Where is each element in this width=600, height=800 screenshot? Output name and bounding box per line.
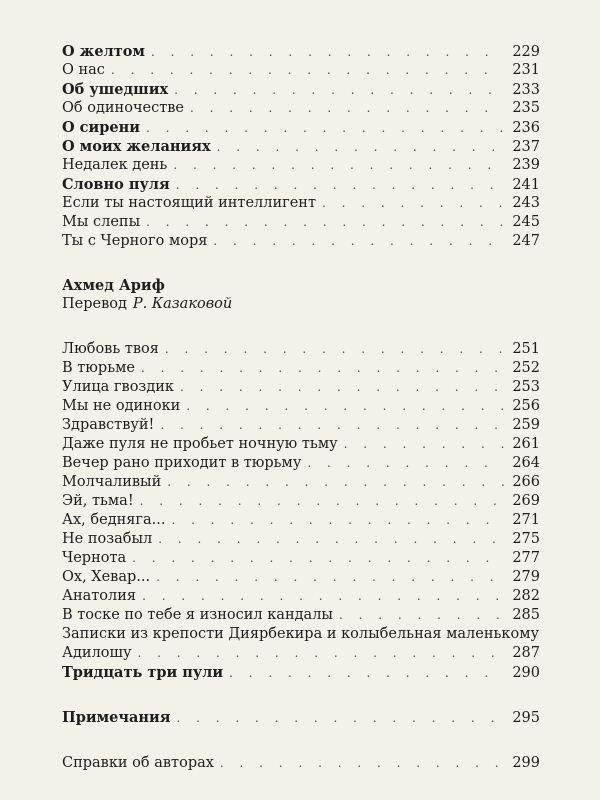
toc-page-number: 245 bbox=[512, 214, 540, 230]
toc-entry bbox=[62, 232, 540, 251]
toc-entry-title: Примечания bbox=[62, 709, 171, 726]
toc-page-number: 290 bbox=[512, 665, 540, 681]
toc-page-number: 239 bbox=[512, 157, 540, 173]
toc-entry-title: Недалек день bbox=[62, 157, 168, 173]
leader-dots bbox=[220, 754, 504, 773]
toc-entry-title: Эй, тьма! bbox=[62, 493, 134, 509]
author-heading: Ахмед Ариф bbox=[62, 277, 165, 294]
leader-dots bbox=[141, 359, 504, 378]
toc-page-number: 233 bbox=[512, 82, 540, 98]
toc-page-number: 275 bbox=[512, 531, 540, 547]
leader-dots bbox=[151, 43, 504, 62]
leader-dots bbox=[180, 378, 504, 397]
toc-entry-title: Ох, Хевар... bbox=[62, 569, 151, 585]
leader-dots bbox=[307, 454, 504, 473]
toc-page-number: 277 bbox=[512, 550, 540, 566]
toc-page-number: 295 bbox=[512, 710, 540, 726]
toc-page-number: 285 bbox=[512, 607, 540, 623]
leader-dots bbox=[140, 492, 504, 511]
toc-entry bbox=[62, 80, 540, 99]
toc-entry bbox=[62, 175, 540, 194]
toc-page-number: 229 bbox=[512, 44, 540, 60]
translator-prefix: Перевод bbox=[62, 296, 127, 312]
toc-entry-title: Справки об авторах bbox=[62, 755, 214, 771]
toc-entry bbox=[62, 549, 540, 568]
toc-entry-title: Тридцать три пули bbox=[62, 664, 224, 681]
toc-page-number: 269 bbox=[512, 493, 540, 509]
toc-entry bbox=[62, 359, 540, 378]
toc-entry bbox=[62, 340, 540, 359]
leader-dots bbox=[156, 568, 504, 587]
toc-entry-title: В тоске по тебе я износил кандалы bbox=[62, 607, 333, 623]
toc-entry-title: Ты с Черного моря bbox=[62, 233, 208, 249]
leader-dots bbox=[174, 81, 504, 100]
translator-line bbox=[62, 295, 540, 314]
leader-dots bbox=[146, 119, 504, 138]
table-of-contents bbox=[62, 42, 540, 773]
toc-section-2-end bbox=[62, 663, 540, 682]
toc-entry-title: Молчаливый bbox=[62, 474, 162, 490]
toc-entry bbox=[62, 42, 540, 61]
toc-section-2 bbox=[62, 340, 540, 625]
toc-entry-title: Анатолия bbox=[62, 588, 137, 604]
leader-dots bbox=[158, 530, 504, 549]
toc-page-number: 266 bbox=[512, 474, 540, 490]
toc-entry-title: Здравствуй! bbox=[62, 417, 155, 433]
leader-dots bbox=[322, 194, 504, 213]
toc-page-number: 256 bbox=[512, 398, 540, 414]
leader-dots bbox=[173, 156, 504, 175]
toc-entry-title: О желтом bbox=[62, 43, 146, 60]
toc-entry-title: Об ушедших bbox=[62, 81, 169, 98]
leader-dots bbox=[186, 397, 504, 416]
toc-entry bbox=[62, 530, 540, 549]
toc-page-number: 251 bbox=[512, 341, 540, 357]
toc-entry bbox=[62, 137, 540, 156]
toc-page-number: 279 bbox=[512, 569, 540, 585]
translator-name: Р. Казаковой bbox=[132, 296, 233, 312]
toc-entry-notes bbox=[62, 708, 540, 727]
toc-entry bbox=[62, 194, 540, 213]
toc-entry-title: Если ты настоящий интеллигент bbox=[62, 195, 316, 211]
toc-entry bbox=[62, 99, 540, 118]
leader-dots bbox=[339, 606, 504, 625]
toc-entry-title: Словно пуля bbox=[62, 176, 170, 193]
toc-page-number: 243 bbox=[512, 195, 540, 211]
toc-section-1 bbox=[62, 42, 540, 251]
toc-entry-title: Не позабыл bbox=[62, 531, 153, 547]
toc-entry-title: Мы не одиноки bbox=[62, 398, 181, 414]
toc-page-number: 236 bbox=[512, 120, 540, 136]
leader-dots bbox=[160, 416, 504, 435]
toc-entry bbox=[62, 416, 540, 435]
toc-entry-title: О моих желаниях bbox=[62, 138, 211, 155]
toc-entry bbox=[62, 606, 540, 625]
toc-entry-title: Чернота bbox=[62, 550, 127, 566]
leader-dots bbox=[132, 549, 504, 568]
toc-entry bbox=[62, 454, 540, 473]
leader-dots bbox=[344, 435, 504, 454]
leader-dots bbox=[146, 213, 504, 232]
toc-page-number: 264 bbox=[512, 455, 540, 471]
leader-dots bbox=[142, 587, 504, 606]
toc-entry bbox=[62, 663, 540, 682]
toc-page-number: 282 bbox=[512, 588, 540, 604]
toc-page-number: 231 bbox=[512, 62, 540, 78]
leader-dots bbox=[176, 176, 504, 195]
toc-entry bbox=[62, 118, 540, 137]
leader-dots bbox=[229, 664, 504, 683]
toc-entry-title: Даже пуля не пробьет ночную тьму bbox=[62, 436, 338, 452]
toc-entry-title: О нас bbox=[62, 62, 105, 78]
toc-entry bbox=[62, 568, 540, 587]
toc-entry-title: Улица гвоздик bbox=[62, 379, 174, 395]
toc-entry bbox=[62, 511, 540, 530]
toc-entry-title: Записки из крепости Диярбекира и колыбельная маленькому bbox=[62, 626, 540, 642]
toc-entry-title: В тюрьме bbox=[62, 360, 135, 376]
toc-page-number: 271 bbox=[512, 512, 540, 528]
toc-entry-about-authors bbox=[62, 754, 540, 773]
toc-entry bbox=[62, 397, 540, 416]
leader-dots bbox=[177, 709, 505, 728]
toc-entry-title: О сирени bbox=[62, 119, 140, 136]
toc-page-number: 299 bbox=[512, 755, 540, 771]
toc-entry bbox=[62, 587, 540, 606]
toc-entry-title: Об одиночестве bbox=[62, 100, 184, 116]
toc-entry-title: Адилошу bbox=[62, 645, 132, 661]
leader-dots bbox=[190, 99, 504, 118]
toc-page-number: 287 bbox=[512, 645, 540, 661]
toc-entry bbox=[62, 473, 540, 492]
toc-entry-title: Любовь твоя bbox=[62, 341, 159, 357]
toc-page-number: 261 bbox=[512, 436, 540, 452]
toc-page-number: 235 bbox=[512, 100, 540, 116]
toc-entry bbox=[62, 213, 540, 232]
toc-page-number: 259 bbox=[512, 417, 540, 433]
toc-entry bbox=[62, 492, 540, 511]
toc-entry bbox=[62, 61, 540, 80]
toc-page-number: 252 bbox=[512, 360, 540, 376]
leader-dots bbox=[217, 138, 504, 157]
leader-dots bbox=[172, 511, 505, 530]
toc-page-number: 253 bbox=[512, 379, 540, 395]
toc-entry bbox=[62, 644, 540, 663]
toc-entry bbox=[62, 435, 540, 454]
toc-entry-title: Мы слепы bbox=[62, 214, 141, 230]
toc-page-number: 237 bbox=[512, 139, 540, 155]
toc-entry-title: Ах, бедняга... bbox=[62, 512, 166, 528]
toc-entry-title: Вечер рано приходит в тюрьму bbox=[62, 455, 302, 471]
toc-page-number: 247 bbox=[512, 233, 540, 249]
leader-dots bbox=[138, 644, 504, 663]
leader-dots bbox=[167, 473, 504, 492]
toc-entry bbox=[62, 156, 540, 175]
toc-entry-line1 bbox=[62, 625, 540, 644]
leader-dots bbox=[213, 232, 504, 251]
toc-entry bbox=[62, 378, 540, 397]
leader-dots bbox=[111, 61, 504, 80]
leader-dots bbox=[165, 340, 504, 359]
toc-page-number: 241 bbox=[512, 177, 540, 193]
